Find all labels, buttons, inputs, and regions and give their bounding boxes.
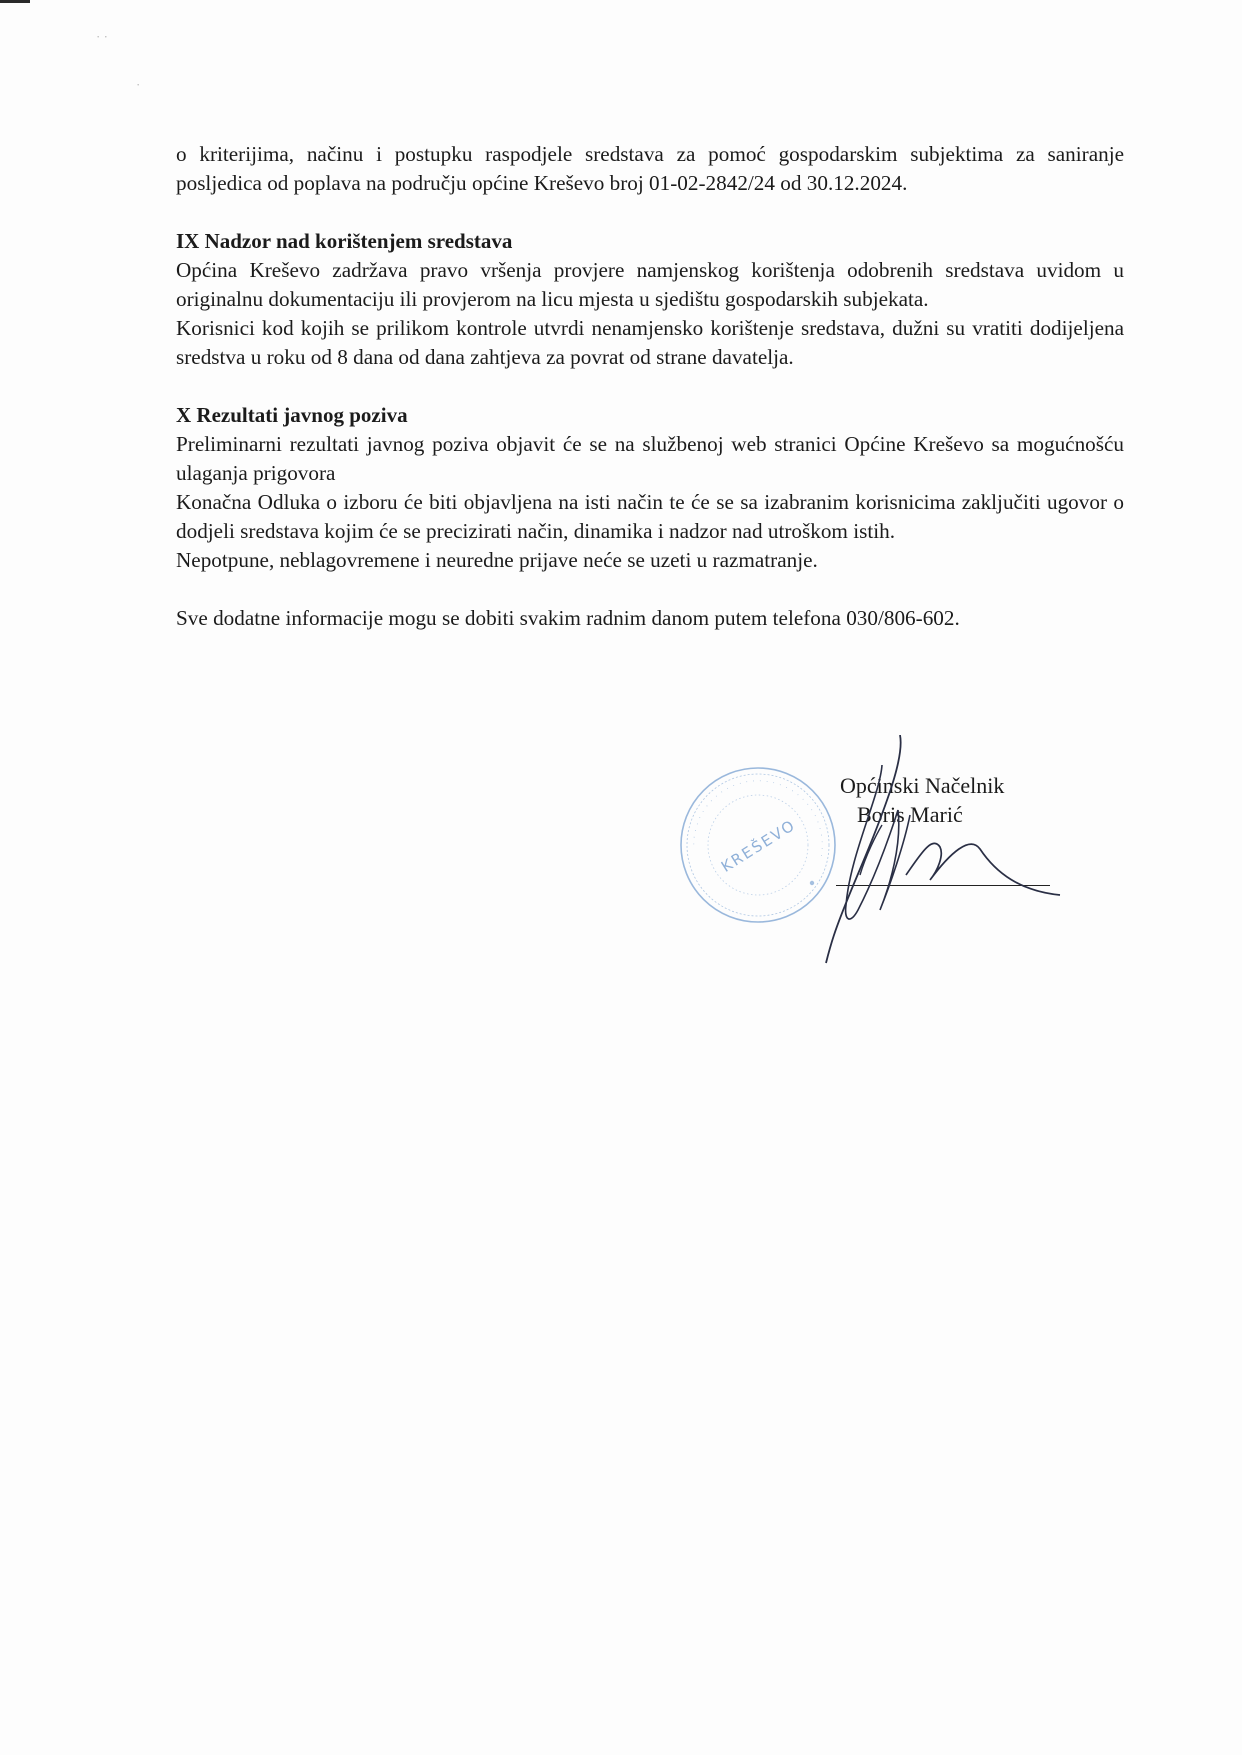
- signer-title: Općinski Načelnik: [840, 773, 1005, 798]
- scan-speck: · ·: [96, 29, 108, 44]
- svg-text:· · · · · · · · · ·: · · · · · · · · · · · · · · · · · · · · · · · · · · · · · · · ·: [689, 776, 827, 859]
- intro-paragraph: o kriterijima, načinu i postupku raspodjele sredstava za pomoć gospodarskim subjektima za saniranje posljedica od poplava na području općine Kreševo broj 01-02-2842/24 od 30.12.2024.: [176, 142, 1124, 195]
- closing-line: Sve dodatne informacije mogu se dobiti svakim radnim danom putem telefona 030/806-602.: [176, 606, 960, 630]
- section-ix-paragraph: Općina Kreševo zadržava pravo vršenja provjere namjenskog korištenja odobrenih sredstava uvidom u originalnu dokumentaciju ili provjerom na licu mjesta u sjedištu gospodarskih subjekata.: [176, 258, 1124, 311]
- scan-edge-mark: [0, 0, 30, 3]
- section-x-paragraph: Preliminarni rezultati javnog poziva objavit će se na službenoj web stranici Općine Kreševo sa mogućnošću ulaganja prigovora: [176, 432, 1124, 485]
- section-ix-heading: IX Nadzor nad korištenjem sredstava: [176, 229, 513, 253]
- official-stamp: [678, 765, 838, 925]
- document-body: [176, 140, 1124, 633]
- section-x-heading: X Rezultati javnog poziva: [176, 403, 408, 427]
- stamp-center-text: KREŠEVO: [717, 815, 800, 876]
- handwritten-signature: [820, 735, 1080, 975]
- section-x-paragraph: Nepotpune, neblagovremene i neuredne prijave neće se uzeti u razmatranje.: [176, 548, 818, 572]
- scan-speck: ·: [136, 77, 141, 92]
- section-x-paragraph: Konačna Odluka o izboru će biti objavljena na isti način te će se sa izabranim korisnicima zaključiti ugovor o dodjeli sredstava kojim će se precizirati način, dinamika i nadzor nad utroškom istih.: [176, 490, 1124, 543]
- section-ix-paragraph: Korisnici kod kojih se prilikom kontrole utvrdi nenamjensko korištenje sredstava, dužni su vratiti dodijeljena sredstva u roku od 8 dana od dana zahtjeva za povrat od strane davatelja.: [176, 316, 1124, 369]
- signer-name: Boris Marić: [857, 802, 963, 827]
- signature-block: [660, 735, 1080, 975]
